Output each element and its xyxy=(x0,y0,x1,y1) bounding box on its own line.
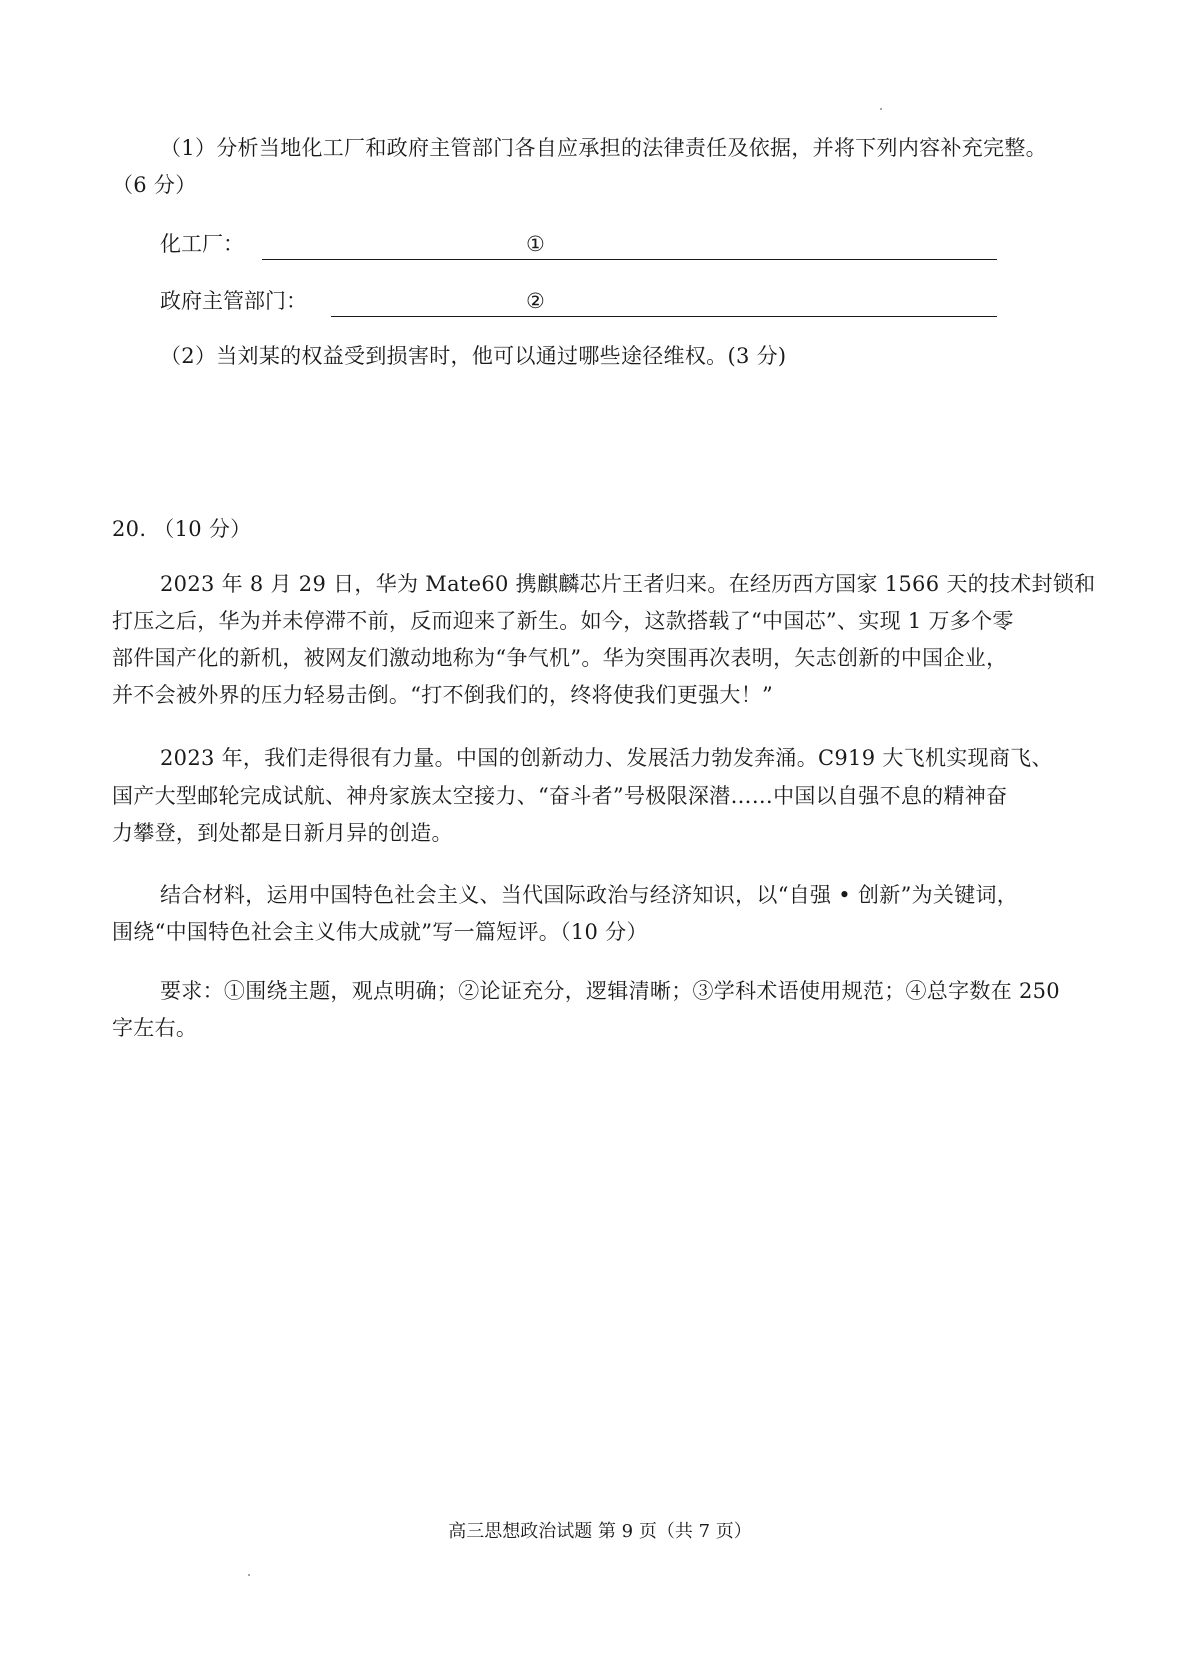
q20-p3-line1: 结合材料，运用中国特色社会主义、当代国际政治与经济知识，以“自强 • 创新”为关键词， xyxy=(160,883,1019,907)
fill-row-government xyxy=(160,286,307,316)
q19-part1-line1: （1）分析当地化工厂和政府主管部门各自应承担的法律责任及依据，并将下列内容补充完整。 xyxy=(160,136,1047,160)
blank-marker: ② xyxy=(526,289,545,313)
q19-part2: （2）当刘某的权益受到损害时，他可以通过哪些途径维权。(3 分) xyxy=(160,344,787,368)
q20-p3-line2: 围绕“中国特色社会主义伟大成就”写一篇短评。（10 分） xyxy=(112,920,648,944)
q20-p1-line1: 2023 年 8 月 29 日，华为 Mate60 携麒麟芯片王者归来。在经历西方国家 1566 天的技术封锁和 xyxy=(160,572,1096,596)
q20-p2-line1: 2023 年，我们走得很有力量。中国的创新动力、发展活力勃发奔涌。C919 大飞机实现商飞、 xyxy=(160,746,1053,770)
q20-header: 20. （10 分） xyxy=(112,517,252,541)
q20-p1-line4: 并不会被外界的压力轻易击倒。“打不倒我们的，终将使我们更强大！” xyxy=(112,683,774,707)
q20-requirements-line2: 字左右。 xyxy=(112,1016,198,1040)
answer-blank-2 xyxy=(331,286,997,317)
row-label: 政府主管部门： xyxy=(160,289,307,313)
q20-p1-line2: 打压之后，华为并未停滞不前，反而迎来了新生。如今，这款搭载了“中国芯”、实现 1 万多个零 xyxy=(112,609,1014,633)
blank-marker: ① xyxy=(526,232,545,256)
page-footer: 高三思想政治试题 第 9 页（共 7 页） xyxy=(448,1521,752,1542)
fill-row-chemical-plant xyxy=(160,229,244,259)
q20-p2-line3: 力攀登，到处都是日新月异的创造。 xyxy=(112,821,453,845)
scan-speck xyxy=(880,108,882,110)
q19-part1-line2: （6 分） xyxy=(112,173,197,197)
q20-p2-line2: 国产大型邮轮完成试航、神舟家族太空接力、“奋斗者”号极限深潜……中国以自强不息的精神奋 xyxy=(112,784,1008,808)
q20-p1-line3: 部件国产化的新机，被网友们激动地称为“争气机”。华为突围再次表明，矢志创新的中国企业， xyxy=(112,646,1008,670)
row-label: 化工厂： xyxy=(160,232,244,256)
q20-requirements-line1: 要求：①围绕主题，观点明确；②论证充分，逻辑清晰；③学科术语使用规范；④总字数在 250 xyxy=(160,979,1060,1003)
answer-blank-1 xyxy=(262,229,997,260)
scan-speck xyxy=(248,1574,250,1576)
